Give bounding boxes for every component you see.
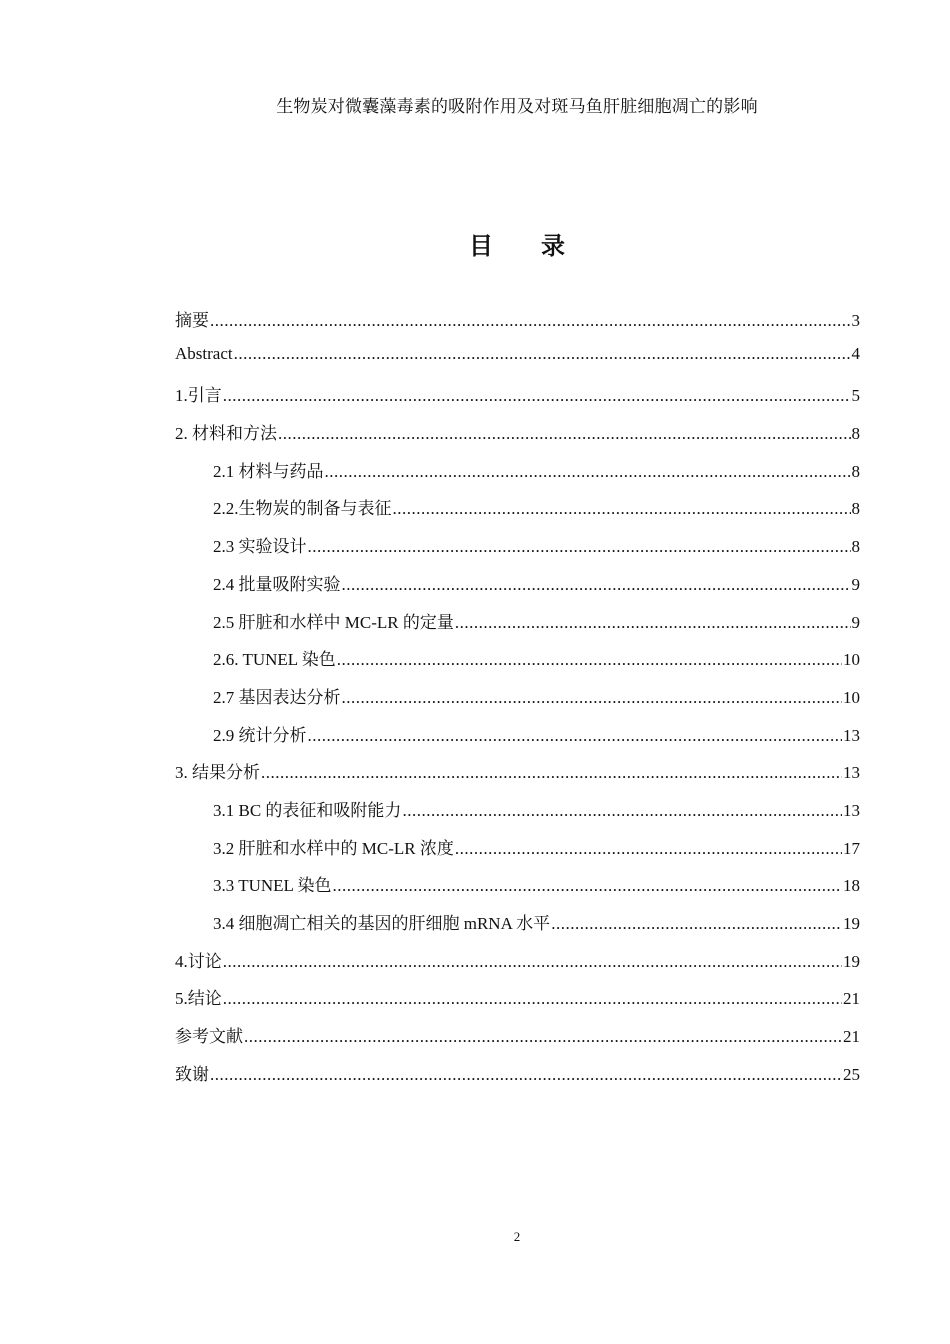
toc-entry-page: 19	[843, 951, 860, 971]
toc-entry-page: 8	[851, 499, 860, 519]
toc-entry[interactable]	[175, 758, 860, 796]
toc-entry-label: 2.1 材料与药品	[213, 461, 324, 481]
toc-dot-leader	[455, 839, 842, 859]
toc-entry-label: 2.7 基因表达分析	[213, 687, 341, 707]
toc-entry[interactable]	[175, 871, 860, 909]
toc-list	[175, 306, 860, 1097]
toc-entry[interactable]	[175, 419, 860, 457]
toc-dot-leader	[261, 763, 842, 783]
toc-heading-right: 录	[541, 232, 565, 260]
toc-entry-page: 13	[843, 800, 860, 820]
toc-dot-leader	[244, 1027, 842, 1047]
toc-entry[interactable]	[175, 608, 860, 646]
toc-dot-leader	[551, 914, 842, 934]
toc-entry[interactable]	[175, 947, 860, 985]
running-header: 生物炭对微囊藻毒素的吸附作用及对斑马鱼肝脏细胞凋亡的影响	[276, 97, 758, 116]
toc-entry-label: Abstract	[175, 343, 233, 363]
toc-entry[interactable]	[175, 306, 860, 344]
toc-dot-leader	[210, 1065, 842, 1085]
toc-dot-leader	[223, 989, 842, 1009]
toc-entry[interactable]	[175, 1060, 860, 1098]
toc-dot-leader	[342, 688, 843, 708]
toc-entry[interactable]	[175, 645, 860, 683]
toc-dot-leader	[342, 575, 851, 595]
toc-entry-label: 2.3 实验设计	[213, 537, 307, 557]
page-number: 2	[513, 1229, 521, 1244]
toc-entry-page: 8	[851, 424, 860, 444]
toc-entry-label: 摘要	[175, 311, 209, 330]
toc-entry-page: 21	[843, 989, 860, 1009]
toc-entry-page: 17	[843, 838, 860, 858]
toc-entry[interactable]	[175, 457, 860, 495]
toc-dot-leader	[223, 386, 851, 406]
toc-entry[interactable]	[175, 494, 860, 532]
toc-entry-page: 13	[843, 725, 860, 745]
toc-dot-leader	[402, 801, 842, 821]
toc-entry-page: 25	[843, 1064, 860, 1084]
toc-entry-label: 3.3 TUNEL 染色	[213, 876, 332, 896]
toc-entry[interactable]	[175, 683, 860, 721]
toc-dot-leader	[234, 344, 851, 364]
toc-entry-page: 21	[843, 1027, 860, 1047]
toc-entry-label: 2.6. TUNEL 染色	[213, 650, 336, 670]
toc-entry-page: 5	[851, 386, 860, 406]
toc-entry-label: 5.结论	[175, 989, 222, 1009]
toc-entry-label: 3.1 BC 的表征和吸附能力	[213, 800, 402, 820]
toc-entry[interactable]	[175, 721, 860, 759]
toc-dot-leader	[325, 462, 851, 482]
toc-heading	[0, 226, 950, 261]
toc-dot-leader	[393, 499, 851, 519]
toc-entry-page: 18	[843, 876, 860, 896]
toc-entry-label: 2.2.生物炭的制备与表征	[213, 499, 392, 519]
toc-dot-leader	[223, 952, 842, 972]
toc-entry[interactable]	[175, 984, 860, 1022]
toc-dot-leader	[308, 726, 843, 746]
toc-entry[interactable]	[175, 381, 860, 419]
toc-entry-page: 9	[851, 574, 860, 594]
toc-dot-leader	[333, 876, 842, 896]
toc-heading-left: 目	[469, 232, 493, 260]
toc-entry-page: 4	[851, 343, 860, 363]
toc-dot-leader	[278, 424, 851, 444]
toc-entry-page: 19	[843, 914, 860, 933]
toc-entry-label: 致谢	[175, 1064, 209, 1084]
toc-entry-page: 8	[851, 461, 860, 481]
toc-entry-label: 1.引言	[175, 386, 222, 406]
toc-dot-leader	[337, 650, 842, 670]
toc-entry-page: 10	[843, 650, 860, 670]
toc-entry[interactable]	[175, 834, 860, 872]
toc-entry[interactable]	[175, 909, 860, 947]
toc-entry-page: 3	[851, 311, 860, 330]
toc-entry-label: 3.2 肝脏和水样中的 MC-LR 浓度	[213, 838, 454, 858]
toc-entry-label: 2.5 肝脏和水样中 MC-LR 的定量	[213, 612, 454, 632]
toc-dot-leader	[308, 537, 851, 557]
toc-entry[interactable]	[175, 570, 860, 608]
toc-entry[interactable]	[175, 796, 860, 834]
toc-entry-page: 9	[851, 612, 860, 632]
toc-entry-label: 4.讨论	[175, 951, 222, 971]
toc-entry[interactable]	[175, 532, 860, 570]
toc-entry-label: 2.4 批量吸附实验	[213, 574, 341, 594]
toc-entry-page: 10	[843, 687, 860, 707]
toc-entry-label: 参考文献	[175, 1027, 243, 1047]
toc-entry-label: 2.9 统计分析	[213, 725, 307, 745]
toc-entry-page: 8	[851, 537, 860, 557]
toc-entry-label: 2. 材料和方法	[175, 424, 277, 444]
toc-dot-leader	[455, 613, 851, 633]
toc-entry-label: 3. 结果分析	[175, 763, 260, 783]
toc-entry[interactable]	[175, 1022, 860, 1060]
toc-dot-leader	[210, 311, 851, 331]
toc-entry-page: 13	[843, 763, 860, 783]
toc-entry[interactable]	[175, 344, 860, 382]
toc-entry-label: 3.4 细胞凋亡相关的基因的肝细胞 mRNA 水平	[213, 914, 551, 933]
